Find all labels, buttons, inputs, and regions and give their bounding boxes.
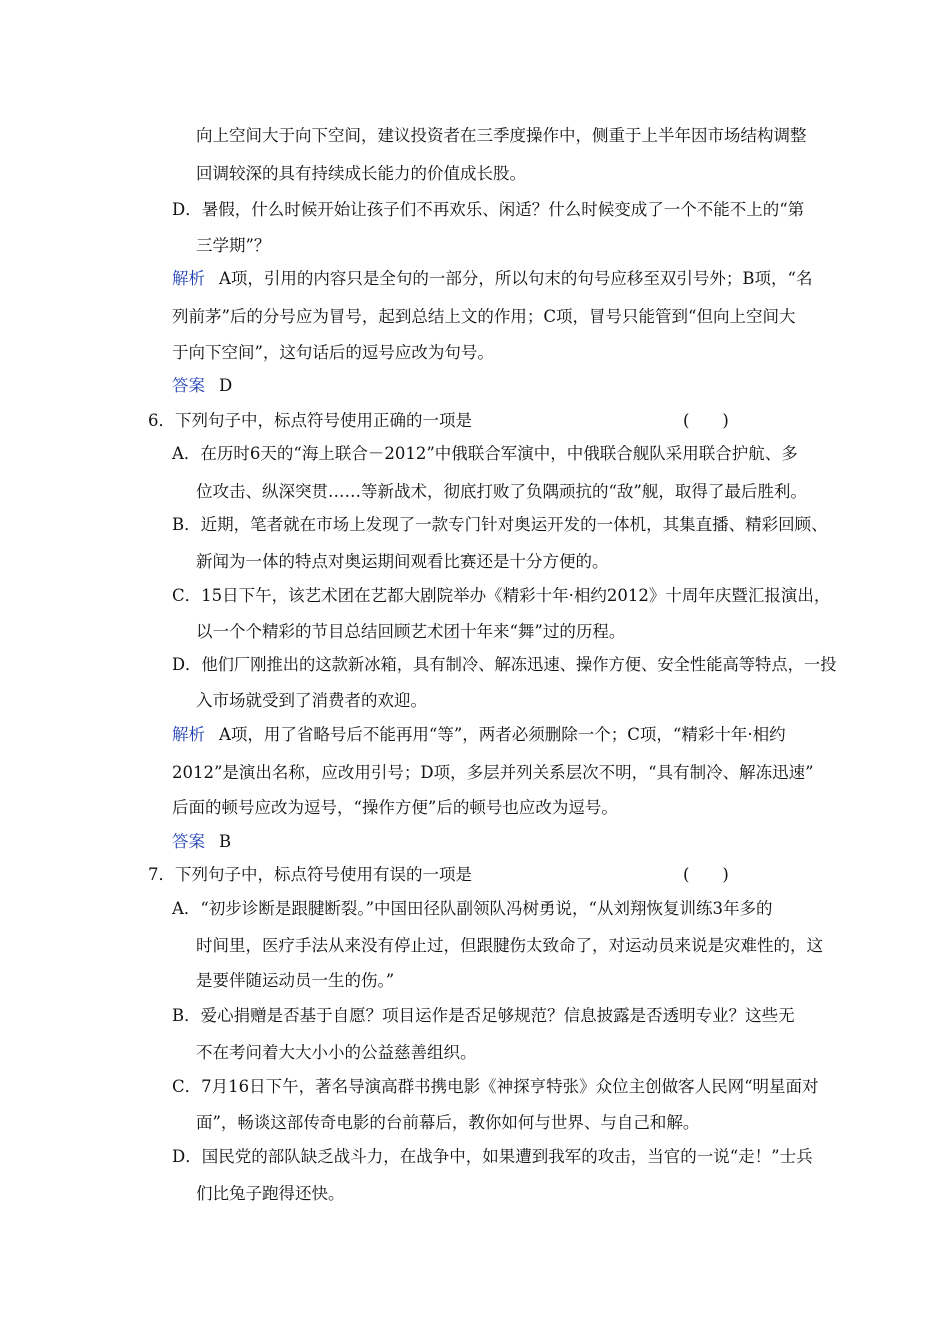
q6-option-a-line2: 位攻击、纵深突贯……等新战术，彻底打败了负隅顽抗的“敌”舰，取得了最后胜利。 bbox=[196, 482, 807, 501]
q6-option-c-line2: 以一个个精彩的节目总结回顾艺术团十年来“舞”过的历程。 bbox=[196, 622, 626, 641]
q5-analysis-line3: 于向下空间”，这句话后的逗号应改为句号。 bbox=[172, 343, 494, 362]
q5-option-d-line1: D．暑假，什么时候开始让孩子们不再欢乐、闲适？什么时候变成了一个不能不上的“第 bbox=[172, 200, 805, 219]
q6-option-b-line1: B．近期，笔者就在市场上发现了一款专门针对奥运开发的一体机，其集直播、精彩回顾、 bbox=[172, 515, 828, 534]
q6-analysis-line3: 后面的顿号应改为逗号，“操作方便”后的顿号也应改为逗号。 bbox=[172, 798, 618, 817]
q5-analysis-text1: A项，引用的内容只是全句的一部分，所以句末的句号应移至双引号外；B项，“名 bbox=[219, 269, 813, 288]
q7-option-b-line2: 不在考问着大大小小的公益慈善组织。 bbox=[196, 1043, 477, 1062]
q6-option-a-line1: A．在历时6天的“海上联合－2012”中俄联合军演中，中俄联合舰队采用联合护航、多 bbox=[172, 444, 798, 463]
q5-answer-label: 答案 bbox=[172, 376, 205, 395]
q5-analysis-line2: 列前茅”后的分号应为冒号，起到总结上文的作用；C项，冒号只能管到“但向上空间大 bbox=[172, 307, 796, 326]
q7-option-a-line2: 时间里，医疗手法从来没有停止过，但跟腱伤太致命了，对运动员来说是灾难性的，这 bbox=[196, 936, 823, 955]
q6-option-c-line1: C．15日下午，该艺术团在艺都大剧院举办《精彩十年·相约2012》十周年庆暨汇报演出， bbox=[172, 586, 831, 605]
q7-option-c-line2: 面”，畅谈这部传奇电影的台前幕后，教你如何与世界、与自己和解。 bbox=[196, 1113, 700, 1132]
q6-analysis-line1 bbox=[172, 724, 786, 746]
q6-option-d-line2: 入市场就受到了消费者的欢迎。 bbox=[196, 691, 427, 710]
q5-option-d-line2: 三学期”？ bbox=[196, 236, 271, 255]
q5-answer bbox=[172, 375, 232, 397]
q7-option-b-line1: B．爱心捐赠是否基于自愿？项目运作是否足够规范？信息披露是否透明专业？这些无 bbox=[172, 1006, 795, 1025]
q6-option-d-line1: D．他们厂刚推出的这款新冰箱，具有制冷、解冻迅速、操作方便、安全性能高等特点，一投 bbox=[172, 655, 837, 674]
q7-option-a-line1: A．“初步诊断是跟腱断裂。”中国田径队副领队冯树勇说，“从刘翔恢复训练3年多的 bbox=[172, 899, 773, 918]
q6-option-b-line2: 新闻为一体的特点对奥运期间观看比赛还是十分方便的。 bbox=[196, 552, 609, 571]
q6-analysis-line2: 2012”是演出名称，应改用引号；D项，多层并列关系层次不明，“具有制冷、解冻迅速” bbox=[172, 763, 814, 782]
q7-option-d-line1: D．国民党的部队缺乏战斗力，在战争中，如果遭到我军的攻击，当官的一说“走！”士兵 bbox=[172, 1147, 813, 1166]
q7-stem: 7．下列句子中，标点符号使用有误的一项是 bbox=[148, 865, 472, 884]
q6-answer bbox=[172, 831, 231, 853]
q5-answer-value: D bbox=[219, 376, 233, 395]
q7-answer-bracket: ( ) bbox=[683, 865, 729, 884]
q6-stem: 6．下列句子中，标点符号使用正确的一项是 bbox=[148, 411, 472, 430]
q7-option-d-line2: 们比兔子跑得还快。 bbox=[196, 1184, 345, 1203]
q6-analysis-text1: A项，用了省略号后不能再用“等”，两者必须删除一个；C项，“精彩十年·相约 bbox=[219, 725, 786, 744]
q6-answer-value: B bbox=[219, 832, 232, 851]
q7-option-a-line3: 是要伴随运动员一生的伤。” bbox=[196, 971, 395, 990]
q5-analysis-label: 解析 bbox=[172, 269, 205, 288]
q5-option-c-line2: 向上空间大于向下空间，建议投资者在三季度操作中，侧重于上半年因市场结构调整 bbox=[196, 126, 807, 145]
q5-analysis-line1 bbox=[172, 268, 812, 290]
q6-answer-label: 答案 bbox=[172, 832, 205, 851]
q7-option-c-line1: C．7月16日下午，著名导演高群书携电影《神探亨特张》众位主创做客人民网“明星面对 bbox=[172, 1077, 819, 1096]
q5-option-c-line3: 回调较深的具有持续成长能力的价值成长股。 bbox=[196, 164, 526, 183]
q6-analysis-label: 解析 bbox=[172, 725, 205, 744]
q6-answer-bracket: ( ) bbox=[683, 411, 729, 430]
